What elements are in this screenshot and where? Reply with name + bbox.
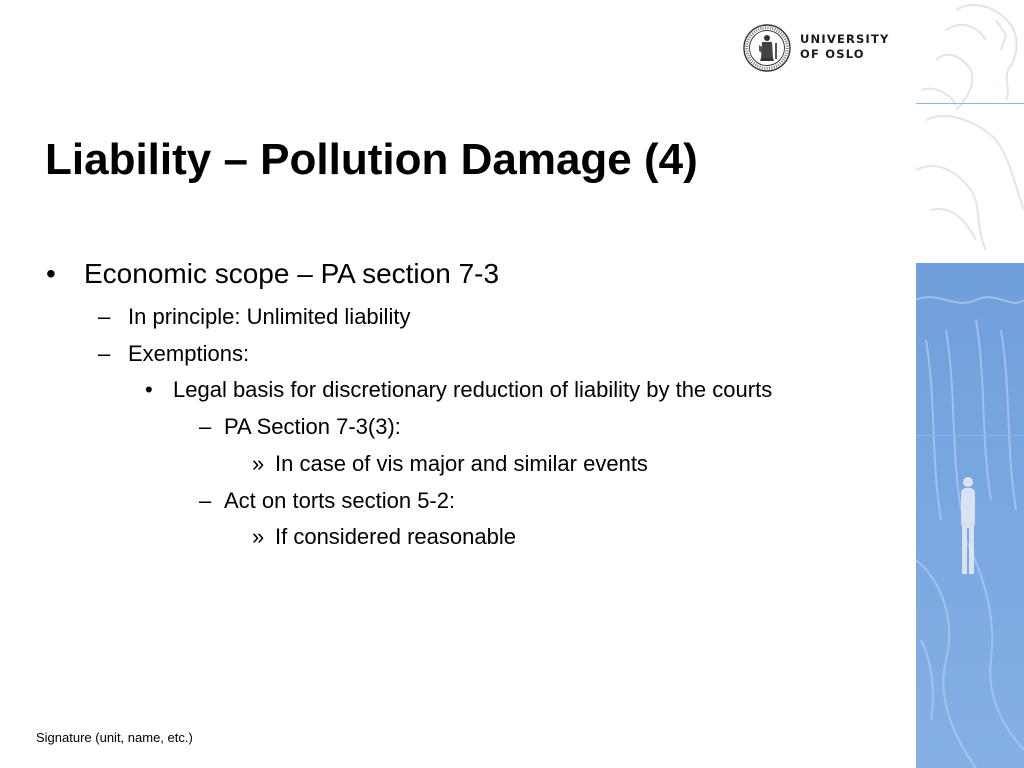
- bullet-text: Exemptions:: [128, 341, 250, 366]
- strip-divider-line: [916, 435, 1024, 436]
- bullet-level-4: [199, 413, 401, 441]
- bullet-text: Legal basis for discretionary reduction of liability by the courts: [173, 377, 773, 402]
- bullet-marker: –: [199, 488, 212, 513]
- bullet-marker: –: [199, 414, 212, 439]
- bullet-marker: •: [145, 377, 153, 402]
- bullet-level-2: [98, 340, 250, 368]
- university-seal-icon: [742, 23, 792, 73]
- bullet-level-1: [46, 257, 500, 291]
- bullet-text: Act on torts section 5-2:: [224, 488, 456, 513]
- university-logo[interactable]: [742, 23, 902, 75]
- bullet-marker: •: [46, 258, 56, 289]
- bullet-text: If considered reasonable: [275, 524, 516, 549]
- bullet-marker: »: [252, 524, 265, 549]
- statue-relief-art: [916, 0, 1024, 768]
- bullet-marker: –: [98, 341, 111, 366]
- strip-divider-line: [916, 103, 1024, 104]
- bullet-marker: –: [98, 304, 111, 329]
- logo-wordmark: [800, 32, 890, 62]
- slide-footer-signature: Signature (unit, name, etc.): [36, 730, 193, 745]
- bullet-text: In case of vis major and similar events: [275, 451, 648, 476]
- bullet-level-3: [145, 376, 773, 404]
- slide-title: Liability – Pollution Damage (4): [45, 135, 698, 184]
- bullet-level-5: [252, 450, 648, 478]
- logo-line-2: OF OSLO: [800, 47, 865, 61]
- bullet-text: PA Section 7-3(3):: [224, 414, 401, 439]
- bullet-level-5: [252, 523, 516, 551]
- logo-line-1: UNIVERSITY: [800, 32, 890, 46]
- bullet-level-4: [199, 487, 456, 515]
- bullet-level-2: [98, 303, 411, 331]
- bullet-text: Economic scope – PA section 7-3: [84, 258, 500, 289]
- bullet-text: In principle: Unlimited liability: [128, 304, 411, 329]
- bullet-marker: »: [252, 451, 265, 476]
- decorative-side-strip: [916, 0, 1024, 768]
